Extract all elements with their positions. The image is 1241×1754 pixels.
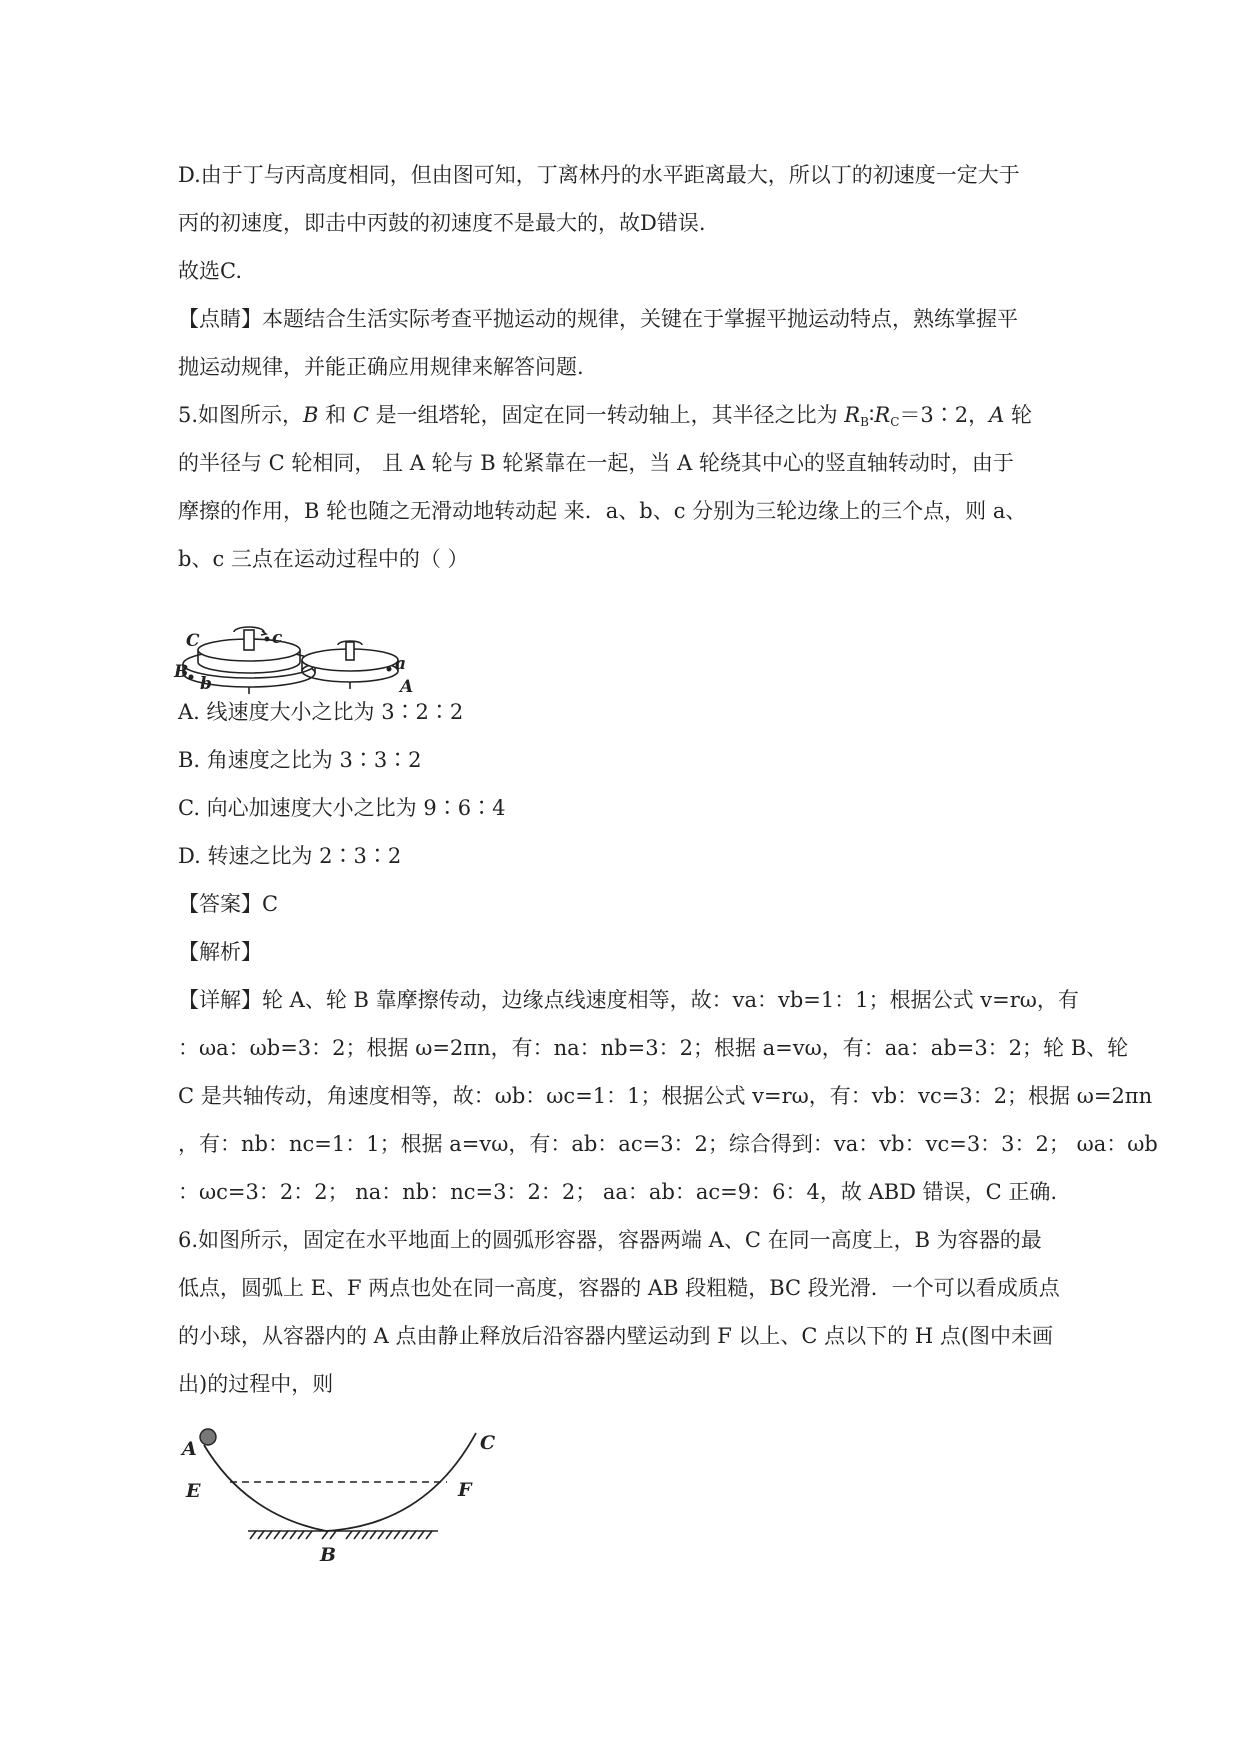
q5-line2: 的半径与 C 轮相同， 且 A 轮与 B 轮紧靠在一起，当 A 轮绕其中心的竖直轴转动时，由于 [178,451,1014,475]
text-line: D.由于丁与丙高度相同，但由图可知，丁离林丹的水平距离最大，所以丁的初速度一定大于 [178,163,1020,187]
subscript: B [860,415,869,429]
option-a: A. 线速度大小之比为 3∶2∶2 [178,700,464,724]
text: 轮 [1004,403,1032,427]
detail-line: ，有：nb：nc=1：1；根据 a=vω，有：ab：ac=3：2；综合得到：va：vb：vc=3：3：2； ωa：ωb [178,1132,1158,1156]
detail-line: ：ωa：ωb=3：2；根据 ω=2πn，有：na：nb=3：2；根据 a=vω，有：aa：ab=3：2；轮 B、轮 [178,1036,1129,1060]
answer: 【答案】C [178,892,279,916]
label-b: b [200,674,212,694]
option-d: D. 转速之比为 2∶3∶2 [178,844,402,868]
var: R [844,403,861,427]
detail-line: 【详解】轮 A、轮 B 靠摩擦传动，边缘点线速度相等，故：va：vb=1：1；根据公式 v=rω，有 [178,988,1079,1012]
label-E: E [186,1480,201,1502]
label-F: F [458,1479,472,1501]
var: R [874,403,891,427]
analysis-heading: 【解析】 [178,940,262,964]
label-C: C [480,1432,496,1454]
text: 是一组塔轮，固定在同一转动轴上，其半径之比为 [368,403,845,427]
q6-line4: 出)的过程中，则 [178,1372,334,1396]
text: 5.如图所示， [178,403,304,427]
label-a: a [395,654,407,674]
q5-line4: b、c 三点在运动过程中的（ ） [178,547,469,571]
label-C: C [186,631,200,651]
detail-line: ：ωc=3：2：2； na：nb：nc=3：2：2； aa：ab：ac=9：6：4，故 ABD 错误，C 正确. [178,1180,1058,1204]
text: ＝3∶2， [899,403,990,427]
tower-wheel-figure [176,590,416,705]
var: C [352,403,369,427]
text-line: 抛运动规律，并能正确应用规律来解答问题. [178,355,584,379]
q6-line1: 6.如图所示，固定在水平地面上的圆弧形容器，容器两端 A、C 在同一高度上，B 为容器的最 [178,1228,1042,1252]
q6-line3: 的小球，从容器内的 A 点由静止释放后沿容器内壁运动到 F 以上、C 点以下的 H 点(图中未画 [178,1324,1054,1348]
var: B [303,403,319,427]
q5-line1 [178,400,1032,437]
subscript: C [890,415,900,429]
q6-line2: 低点，圆弧上 E、F 两点也处在同一高度，容器的 AB 段粗糙，BC 段光滑．一个可以看成质点 [178,1276,1060,1300]
text: ∶ [868,403,875,427]
label-A: A [400,677,414,697]
label-A: A [182,1438,197,1460]
q5-line3: 摩擦的作用，B 轮也随之无滑动地转动起 来．a、b、c 分别为三轮边缘上的三个点，则 a、 [178,499,1027,523]
text-line: 丙的初速度，即击中丙鼓的初速度不是最大的，故D错误. [178,211,706,235]
text-line: 故选C. [178,259,242,283]
label-B: B [320,1544,337,1566]
label-c: c [272,628,283,648]
arc-container-figure [176,1425,506,1565]
comment-line: 【点睛】本题结合生活实际考查平抛运动的规律，关键在于掌握平抛运动特点，熟练掌握平 [178,307,1018,331]
label-B: B [174,662,189,682]
text: 和 [318,403,353,427]
option-c: C. 向心加速度大小之比为 9∶6∶4 [178,796,506,820]
var: A [989,403,1005,427]
detail-line: C 是共轴传动，角速度相等，故：ωb：ωc=1：1；根据公式 v=rω，有：vb：vc=3：2；根据 ω=2πn [178,1084,1153,1108]
option-b: B. 角速度之比为 3∶3∶2 [178,748,422,772]
